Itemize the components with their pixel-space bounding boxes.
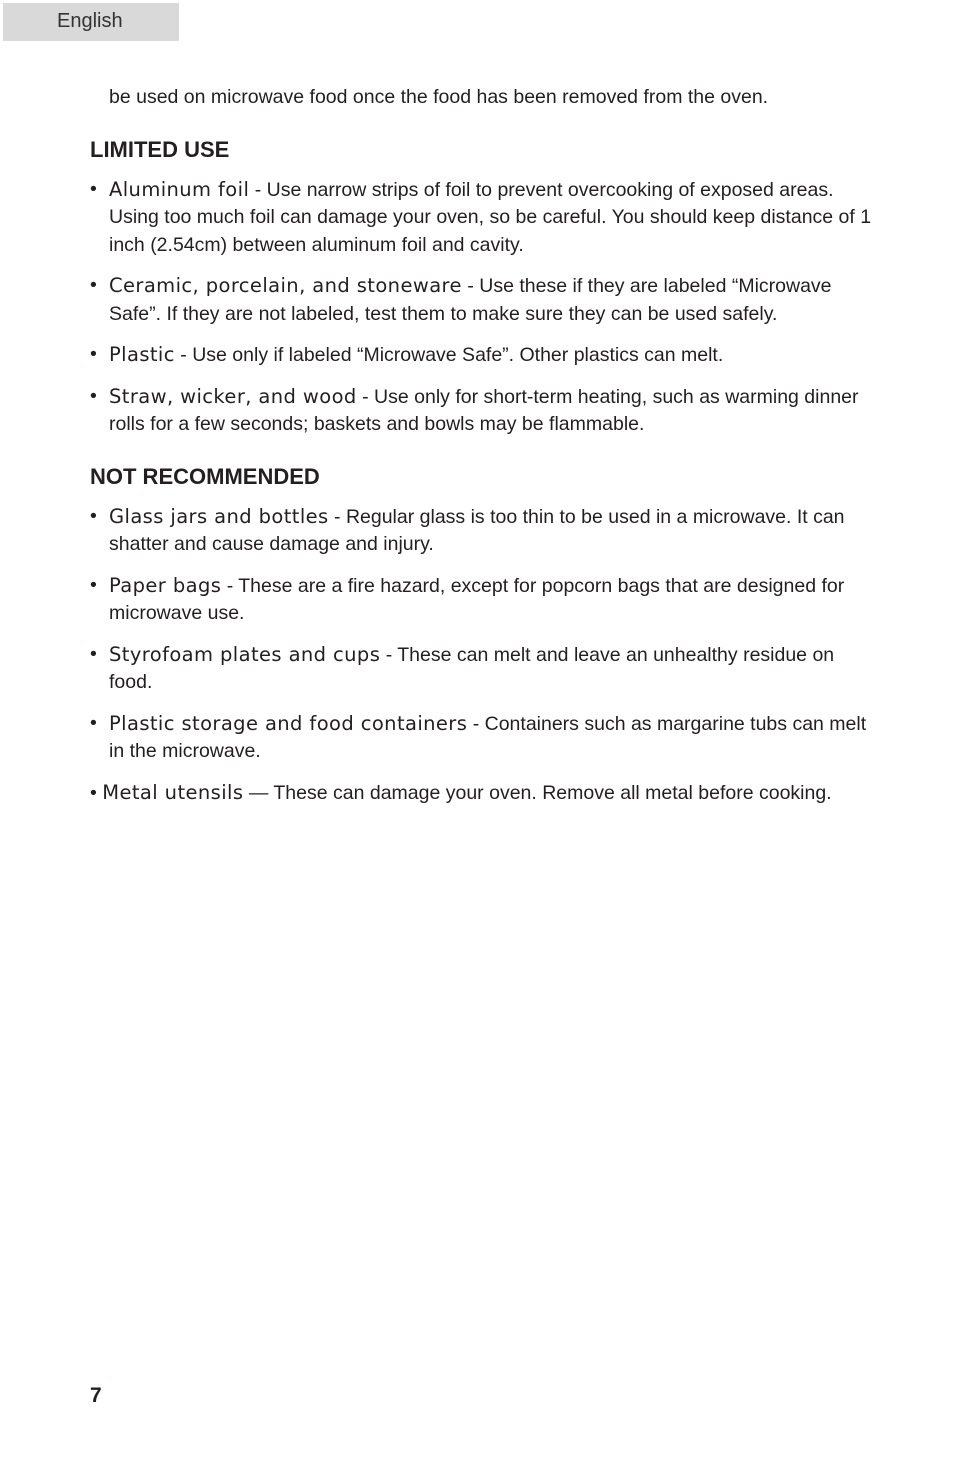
bullet: • (90, 274, 97, 296)
limited-use-section (90, 136, 875, 439)
section-heading-limited-use: LIMITED USE (90, 136, 230, 162)
bullet: • (90, 711, 97, 734)
item-description: - Use these if they are labeled “Microwave Safe”. If they are not labeled, test them to make sure they can be used safely. (109, 275, 832, 325)
item-description: - These can melt and leave an unhealthy residue on food. (109, 643, 835, 693)
bullet: • (90, 504, 97, 527)
list-item-straw-wicker-wood (90, 383, 875, 439)
page-number: 7 (90, 1384, 102, 1407)
bullet: • (90, 573, 97, 596)
list-item-ceramic (90, 272, 875, 328)
bullet: • (90, 781, 103, 804)
item-description: - These are a fire hazard, except for popcorn bags that are designed for microwave use. (109, 574, 845, 624)
bullet: • (90, 177, 97, 200)
not-recommended-section (90, 463, 875, 808)
item-term: Styrofoam plates and cups (109, 642, 381, 666)
page-content (90, 84, 875, 820)
item-description: — These can damage your oven. Remove all metal before cooking. (243, 781, 832, 804)
item-term: Glass jars and bottles (109, 504, 329, 528)
item-term: Paper bags (109, 573, 222, 597)
section-heading-not-recommended: NOT RECOMMENDED (90, 463, 320, 489)
list-item-aluminum-foil (90, 176, 875, 260)
list-item-metal-utensils (90, 779, 875, 808)
item-description: - Regular glass is too thin to be used in a microwave. It can shatter and cause damage and injury. (109, 505, 845, 555)
item-term: Aluminum foil (109, 177, 250, 201)
item-term: Ceramic, porcelain, and stoneware (109, 274, 462, 297)
item-description: - Use only if labeled “Microwave Safe”. Other plastics can melt. (174, 344, 724, 366)
list-item-glass-jars (90, 503, 875, 559)
item-term: Plastic storage and food containers (109, 711, 468, 735)
item-term: Straw, wicker, and wood (109, 384, 357, 408)
list-item-plastic-storage (90, 710, 875, 766)
language-tab: English (3, 3, 179, 41)
intro-paragraph: be used on microwave food once the food has been removed from the oven. (109, 86, 769, 108)
item-description: - Use only for short-term heating, such as warming dinner rolls for a few seconds; baskets and bowls may be flammable. (109, 385, 859, 435)
item-term: Plastic (109, 343, 175, 366)
list-item-paper-bags (90, 572, 875, 628)
bullet: • (90, 343, 97, 365)
item-description: - Use narrow strips of foil to prevent overcooking of exposed areas. Using too much foil can damage your oven, so be careful. You should keep distance of 1 inch (2.54cm) between aluminum foil and cavity. (109, 178, 872, 256)
list-item-styrofoam (90, 641, 875, 697)
item-term: Metal utensils (102, 780, 244, 804)
bullet: • (90, 384, 97, 407)
list-item-plastic (90, 341, 875, 370)
bullet: • (90, 642, 97, 665)
item-description: - Containers such as margarine tubs can melt in the microwave. (109, 712, 867, 762)
